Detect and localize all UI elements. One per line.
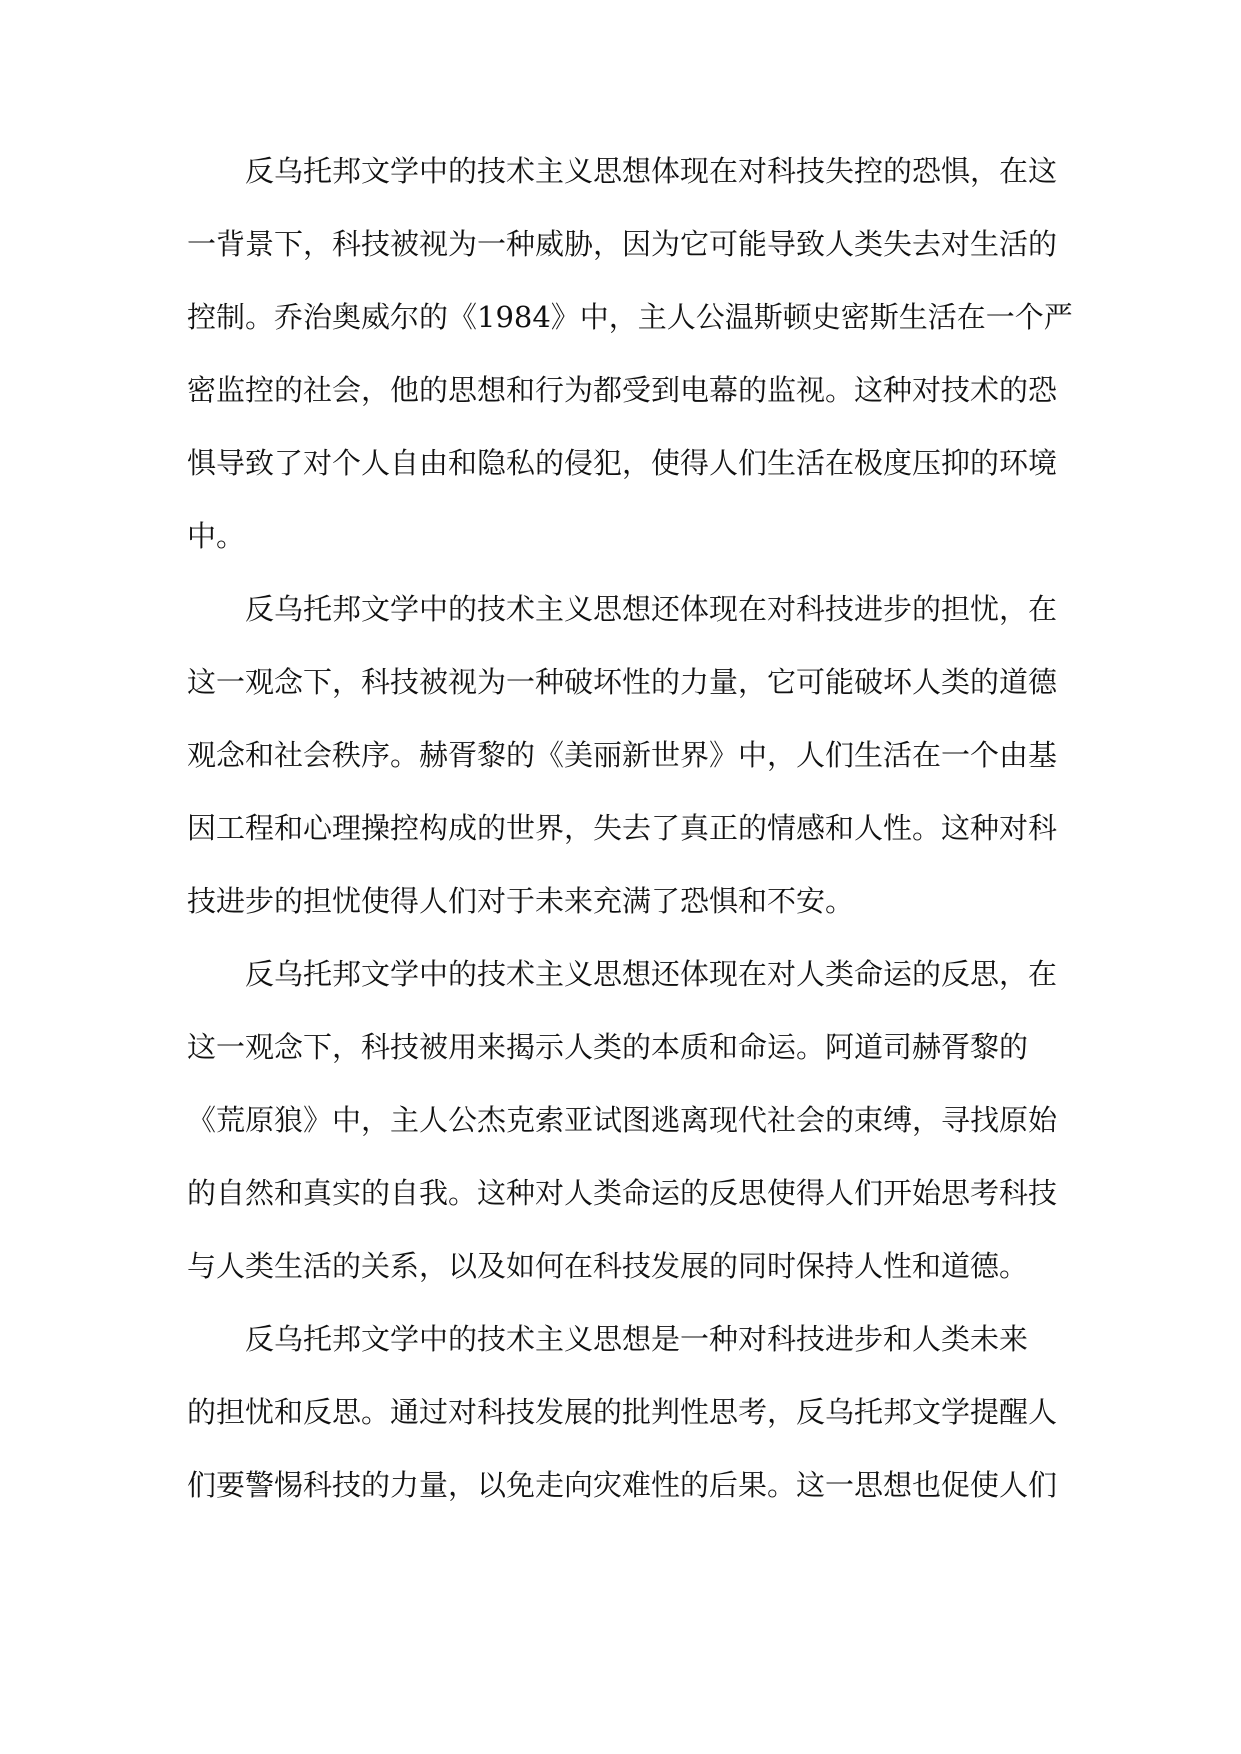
paragraph-line: 《荒原狼》中，主人公杰克索亚试图逃离现代社会的束缚，寻找原始	[187, 1103, 1058, 1137]
paragraph-line: 观念和社会秩序。赫胥黎的《美丽新世界》中，人们生活在一个由基	[187, 738, 1058, 772]
paragraph-3	[187, 945, 1057, 1310]
paragraph-line: 技进步的担忧使得人们对于未来充满了恐惧和不安。	[187, 884, 855, 918]
paragraph-line: 的自然和真实的自我。这种对人类命运的反思使得人们开始思考科技	[187, 1176, 1058, 1210]
paragraph-line: 控制。乔治奥威尔的《1984》中，主人公温斯顿史密斯生活在一个严	[187, 300, 1073, 334]
paragraph-line: 这一观念下，科技被视为一种破坏性的力量，它可能破坏人类的道德	[187, 665, 1058, 699]
paragraph-line: 与人类生活的关系，以及如何在科技发展的同时保持人性和道德。	[187, 1249, 1029, 1283]
paragraph-line: 反乌托邦文学中的技术主义思想是一种对科技进步和人类未来	[245, 1322, 1029, 1356]
paragraph-line: 反乌托邦文学中的技术主义思想还体现在对人类命运的反思，在	[245, 957, 1058, 991]
paragraph-line: 密监控的社会，他的思想和行为都受到电幕的监视。这种对技术的恐	[187, 373, 1058, 407]
paragraph-line: 反乌托邦文学中的技术主义思想还体现在对科技进步的担忧，在	[245, 592, 1058, 626]
paragraph-line: 这一观念下，科技被用来揭示人类的本质和命运。阿道司赫胥黎的	[187, 1030, 1029, 1064]
paragraph-1	[187, 142, 1073, 580]
paragraph-2	[187, 580, 1057, 945]
paragraph-line: 因工程和心理操控构成的世界，失去了真正的情感和人性。这种对科	[187, 811, 1058, 845]
paragraph-line: 的担忧和反思。通过对科技发展的批判性思考，反乌托邦文学提醒人	[187, 1395, 1058, 1429]
paragraph-line: 一背景下，科技被视为一种威胁，因为它可能导致人类失去对生活的	[187, 227, 1058, 261]
paragraph-4	[187, 1310, 1057, 1529]
paragraph-line: 们要警惕科技的力量，以免走向灾难性的后果。这一思想也促使人们	[187, 1468, 1058, 1502]
paragraph-line: 惧导致了对个人自由和隐私的侵犯，使得人们生活在极度压抑的环境	[187, 446, 1058, 480]
paragraph-line: 中。	[187, 519, 246, 553]
paragraph-line: 反乌托邦文学中的技术主义思想体现在对科技失控的恐惧，在这	[245, 154, 1058, 188]
document-body	[187, 142, 1073, 1529]
